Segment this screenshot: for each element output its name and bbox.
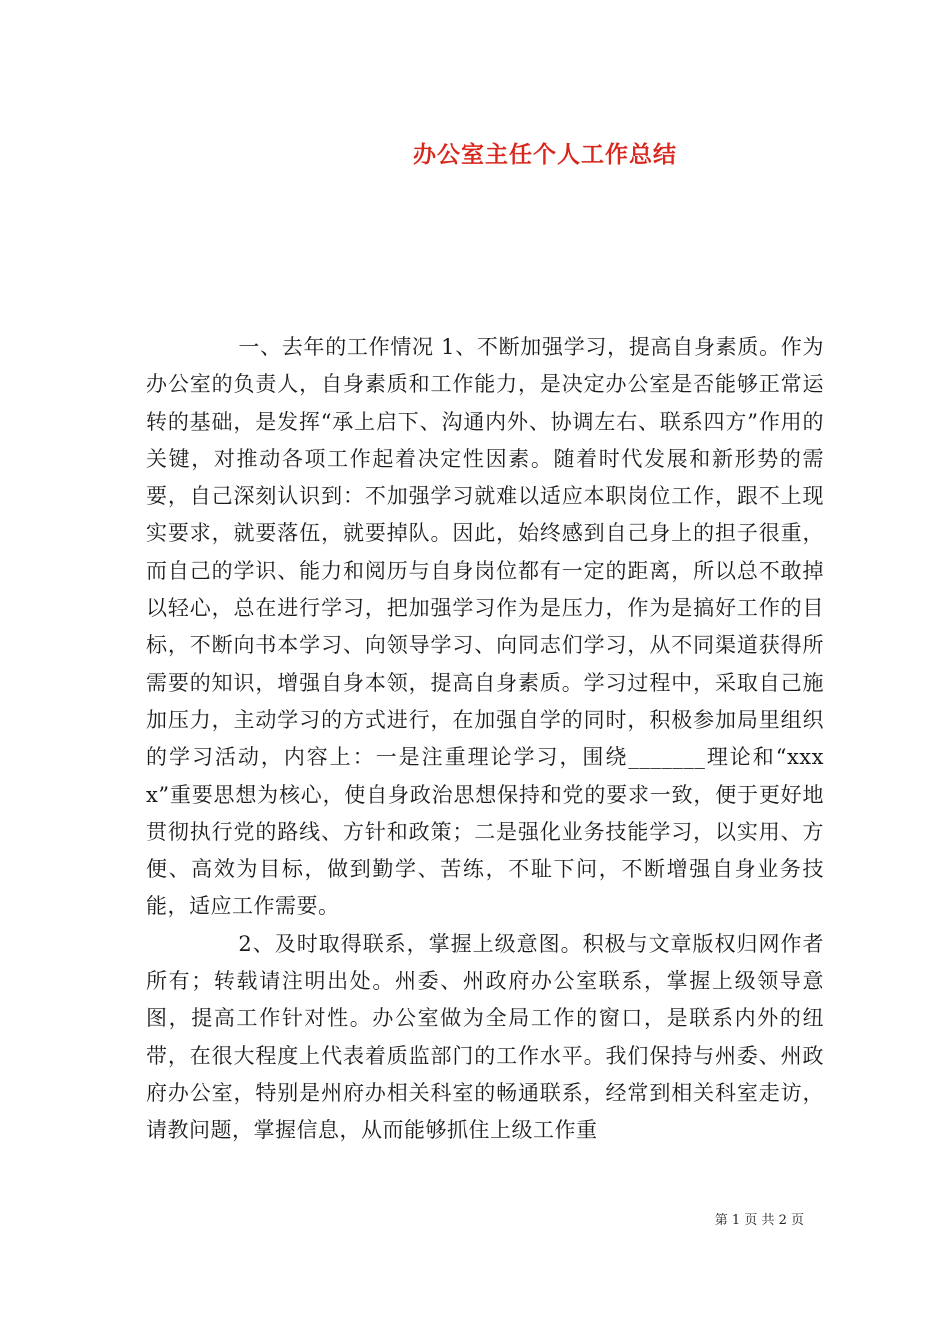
document-body: [146, 329, 824, 1150]
body-paragraph-2: 2、及时取得联系，掌握上级意图。积极与文章版权归网作者所有；转载请注明出处。州委、州政府办公室联系，掌握上级领导意图，提高工作针对性。办公室做为全局工作的窗口，是联系内外的纽带，在很大程度上代表着质监部门的工作水平。我们保持与州委、州政府办公室，特别是州府办相关科室的畅通联系，经常到相关科室走访，请教问题，掌握信息，从而能够抓住上级工作重: [146, 931, 824, 1143]
document-title: 办公室主任个人工作总结: [413, 141, 677, 168]
page-number-footer: 第 1 页 共 2 页: [714, 1213, 804, 1228]
body-paragraph-1: 一、去年的工作情况 1、不断加强学习，提高自身素质。作为办公室的负责人，自身素质和工作能力，是决定办公室是否能够正常运转的基础，是发挥“承上启下、沟通内外、协调左右、联系四方”作用的关键，对推动各项工作起着决定性因素。随着时代发展和新形势的需要，自己深刻认识到：不加强学习就难以适应本职岗位工作，跟不上现实要求，就要落伍，就要掉队。因此，始终感到自己身上的担子很重，而自己的学识、能力和阅历与自身岗位都有一定的距离，所以总不敢掉以轻心，总在进行学习，把加强学习作为是压力，作为是搞好工作的目标，不断向书本学习、向领导学习、向同志们学习，从不同渠道获得所需要的知识，增强自身本领，提高自身素质。学习过程中，采取自己施加压力，主动学习的方式进行，在加强自学的同时，积极参加局里组织的学习活动，内容上：一是注重理论学习，围绕_______理论和“xxxx”重要思想为核心，使自身政治思想保持和党的要求一致，便于更好地贯彻执行党的路线、方针和政策；二是强化业务技能学习，以实用、方便、高效为目标，做到勤学、苦练，不耻下问，不断增强自身业务技能，适应工作需要。: [146, 335, 824, 919]
